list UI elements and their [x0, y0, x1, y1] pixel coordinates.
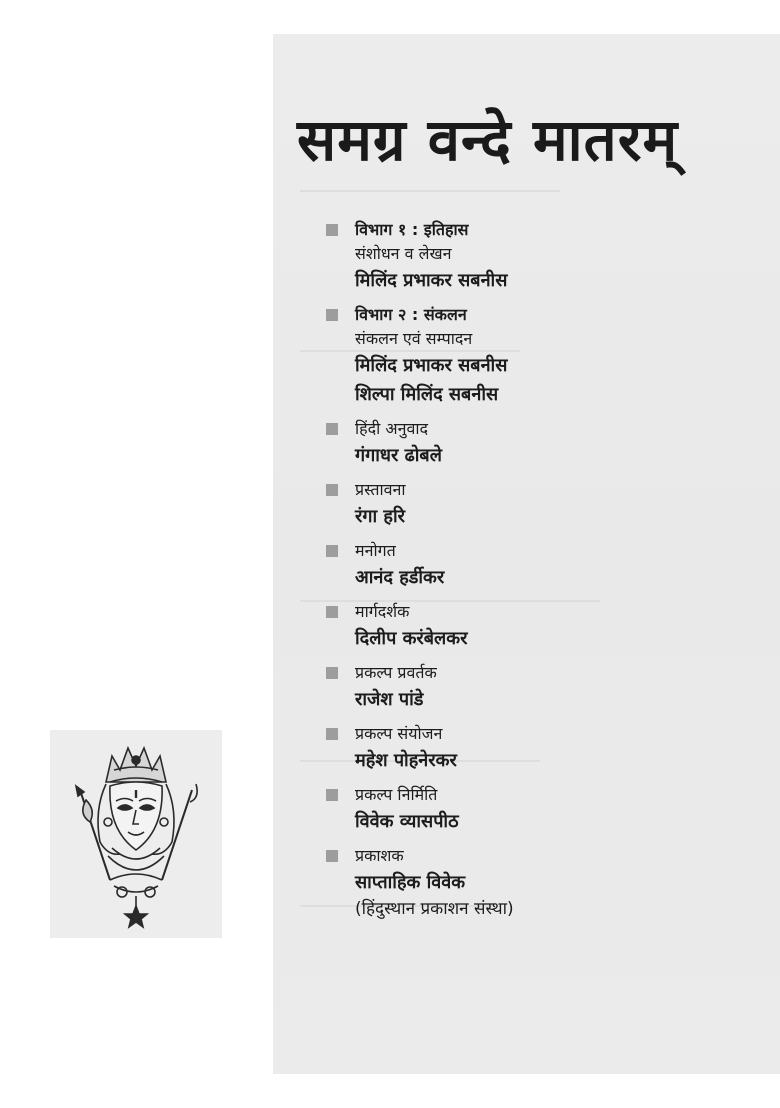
credit-name: शिल्पा मिलिंद सबनीस — [355, 384, 499, 405]
credit-name: दिलीप करंबेलकर — [355, 628, 468, 649]
credit-name: मिलिंद प्रभाकर सबनीस — [355, 270, 508, 291]
square-bullet-icon — [326, 309, 338, 321]
credit-entry — [326, 303, 766, 409]
section-label: मार्गदर्शक — [355, 602, 410, 621]
credit-name: मिलिंद प्रभाकर सबनीस — [355, 355, 508, 376]
square-bullet-icon — [326, 545, 338, 557]
credit-name: रंगा हरि — [355, 506, 406, 527]
section-label: प्रकल्प संयोजन — [355, 724, 443, 743]
credit-entry — [326, 783, 766, 836]
publisher-note: (हिंदुस्थान प्रकाशन संस्था) — [355, 899, 514, 919]
credit-entry — [326, 722, 766, 775]
section-label: प्रस्तावना — [355, 480, 406, 499]
credit-entry — [326, 844, 766, 921]
credit-name: आनंद हर्डीकर — [355, 567, 445, 588]
credit-name: गंगाधर ढोबले — [355, 445, 442, 466]
credit-name: विवेक व्यासपीठ — [355, 811, 459, 832]
square-bullet-icon — [326, 667, 338, 679]
square-bullet-icon — [326, 423, 338, 435]
square-bullet-icon — [326, 606, 338, 618]
section-label: प्रकल्प निर्मिति — [355, 785, 438, 804]
square-bullet-icon — [326, 789, 338, 801]
square-bullet-icon — [326, 728, 338, 740]
square-bullet-icon — [326, 484, 338, 496]
section-subtitle: संशोधन व लेखन — [355, 244, 452, 263]
bleed-through-line — [300, 190, 560, 192]
section-label: विभाग २ : संकलन — [355, 305, 467, 324]
credits-list — [326, 218, 766, 929]
section-label: विभाग १ : इतिहास — [355, 220, 469, 239]
credit-name: साप्ताहिक विवेक — [355, 872, 466, 893]
square-bullet-icon — [326, 850, 338, 862]
credit-name: महेश पोहनेरकर — [355, 750, 457, 771]
credit-entry — [326, 539, 766, 592]
section-label: हिंदी अनुवाद — [355, 419, 429, 438]
section-subtitle: संकलन एवं सम्पादन — [355, 329, 473, 348]
credit-entry — [326, 417, 766, 470]
credit-entry — [326, 661, 766, 714]
section-label: प्रकल्प प्रवर्तक — [355, 663, 437, 682]
page-title: समग्र वन्दे मातरम् — [297, 106, 679, 174]
emblem-frame — [50, 730, 222, 938]
durga-face-emblem-icon — [50, 730, 222, 938]
credit-entry — [326, 478, 766, 531]
section-label: मनोगत — [355, 541, 396, 560]
credit-name: राजेश पांडे — [355, 689, 424, 710]
square-bullet-icon — [326, 224, 338, 236]
section-label: प्रकाशक — [355, 846, 404, 865]
credit-entry — [326, 600, 766, 653]
credit-entry — [326, 218, 766, 295]
